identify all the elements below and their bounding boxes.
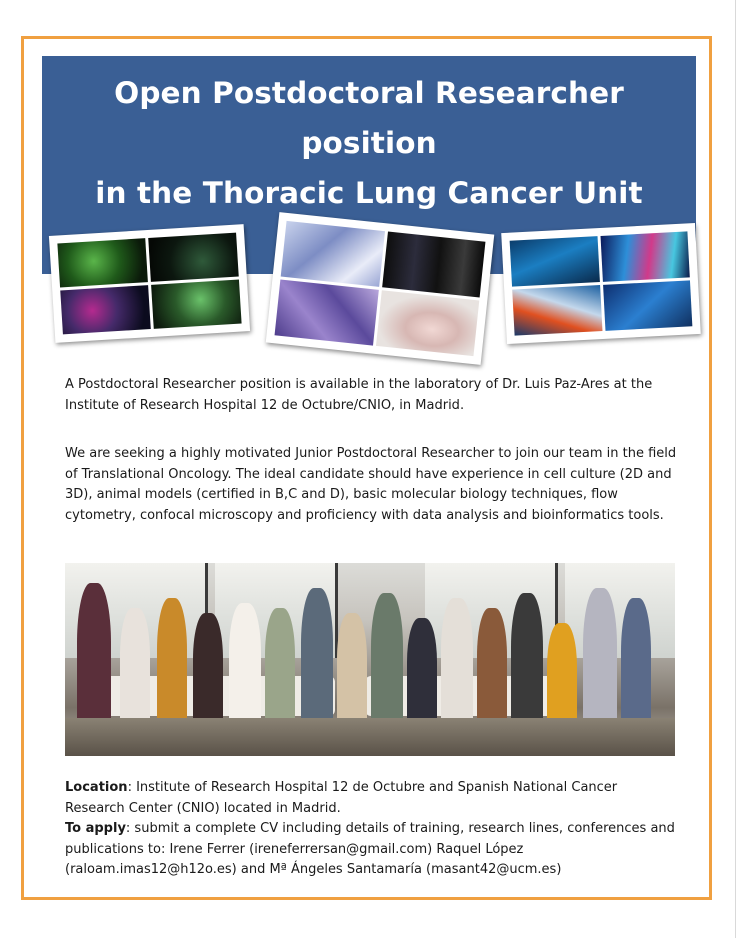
lab-cell-2 — [600, 231, 690, 282]
microscopy-cell-1 — [57, 238, 148, 287]
microscopy-cell-4 — [151, 280, 242, 329]
microscopy-cell-3 — [60, 285, 151, 334]
team-member — [477, 608, 507, 728]
team-member — [157, 598, 187, 728]
team-member — [229, 603, 261, 728]
apply-line — [65, 819, 680, 881]
page-edge-line — [735, 0, 736, 938]
requirements-paragraph — [65, 444, 680, 526]
team-member — [583, 588, 617, 733]
title-line-1: Open Postdoctoral Researcher position — [114, 76, 624, 160]
apply-text: : submit a complete CV including details of training, research lines, conferences and publications to: Irene Ferrer (ireneferrersan@gmail.com) Raquel López (raloam.imas12@h12o.es) and Mª Ángeles Santamaría (masant42@ucm.es) — [65, 821, 675, 877]
requirements-text: We are seeking a highly motivated Junior Postdoctoral Researcher to join our team in the field of Translational Oncology. The ideal candidate should have experience in cell culture (2D and 3D), animal models (certified in B,C and D), basic molecular biology techniques, flow cytometry, confocal microscopy and proficiency with data analysis and bioinformatics tools. — [65, 446, 677, 523]
team-member — [621, 598, 651, 733]
team-member — [371, 593, 403, 728]
team-member — [120, 608, 150, 728]
histology-image — [266, 212, 495, 365]
location-label: Location — [65, 780, 128, 795]
floor — [65, 718, 675, 756]
lab-image — [501, 223, 701, 344]
intro-paragraph — [65, 375, 680, 416]
location-text: : Institute of Research Hospital 12 de Octubre and Spanish National Cancer Research Center (CNIO) located in Madrid. — [65, 780, 618, 816]
team-member — [265, 608, 295, 726]
contact-section — [65, 778, 680, 881]
location-line — [65, 778, 680, 819]
intro-text: A Postdoctoral Researcher position is available in the laboratory of Dr. Luis Paz-Ares at the Institute of Research Hospital 12 de Octubre/CNIO, in Madrid. — [65, 377, 653, 413]
window-pane — [565, 563, 675, 658]
team-member — [193, 613, 223, 728]
team-member — [407, 618, 437, 728]
team-member — [547, 623, 577, 733]
microscopy-cell-2 — [148, 233, 239, 282]
lab-cell-4 — [603, 280, 693, 331]
lab-cell-1 — [510, 236, 600, 287]
histology-cell-1 — [281, 221, 385, 287]
microscopy-image — [49, 224, 250, 343]
title-line-2: in the Thoracic Lung Cancer Unit — [95, 176, 643, 210]
team-photo — [65, 563, 675, 756]
team-member — [301, 588, 333, 728]
team-member — [511, 593, 543, 728]
mouse-photo-cell — [375, 290, 479, 356]
team-member — [337, 613, 367, 728]
histology-cell-2 — [275, 280, 379, 346]
lab-cell-3 — [512, 285, 602, 336]
apply-label: To apply — [65, 821, 126, 836]
team-member — [441, 598, 473, 728]
team-member — [77, 583, 111, 733]
mouse-imaging-cell — [382, 231, 486, 297]
